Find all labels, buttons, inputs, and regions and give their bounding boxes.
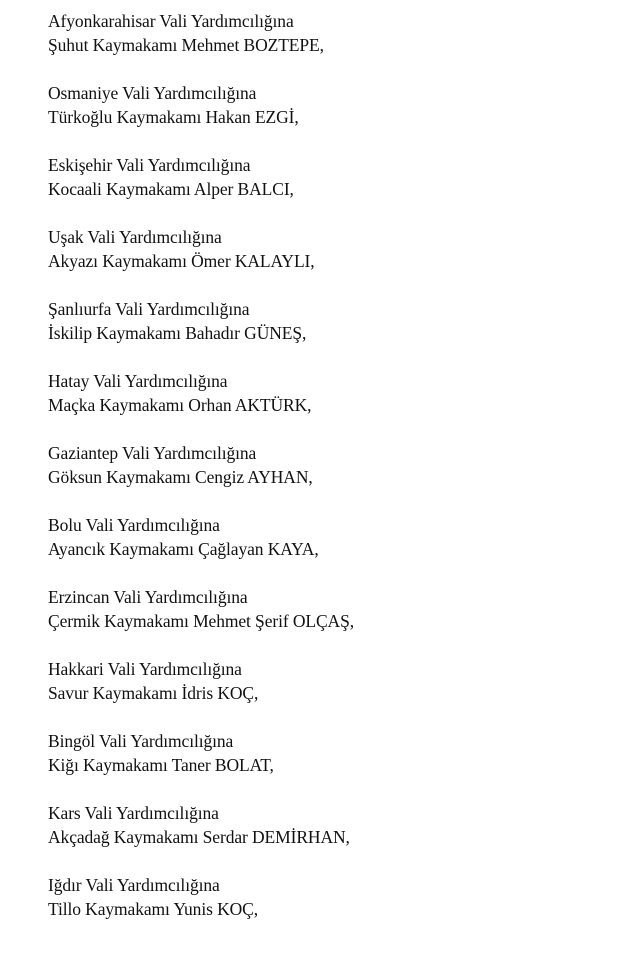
- appointment-entry: [48, 81, 628, 129]
- appointee-line: Kiğı Kaymakamı Taner BOLAT,: [48, 755, 274, 775]
- appointee-line: Savur Kaymakamı İdris KOÇ,: [48, 683, 259, 703]
- appointee-line: Akçadağ Kaymakamı Serdar DEMİRHAN,: [48, 827, 350, 847]
- appointment-entry: [48, 153, 628, 201]
- appointee-line: Maçka Kaymakamı Orhan AKTÜRK,: [48, 395, 312, 415]
- position-line: Uşak Vali Yardımcılığına: [48, 227, 222, 247]
- position-line: Gaziantep Vali Yardımcılığına: [48, 443, 257, 463]
- appointee-line: Göksun Kaymakamı Cengiz AYHAN,: [48, 467, 313, 487]
- appointment-entry: [48, 369, 628, 417]
- appointee-line: Akyazı Kaymakamı Ömer KALAYLI,: [48, 251, 315, 271]
- position-line: Iğdır Vali Yardımcılığına: [48, 875, 220, 895]
- appointment-entry: [48, 585, 628, 633]
- appointee-line: İskilip Kaymakamı Bahadır GÜNEŞ,: [48, 323, 307, 343]
- appointment-entry: [48, 801, 628, 849]
- appointment-entry: [48, 297, 628, 345]
- position-line: Bingöl Vali Yardımcılığına: [48, 731, 234, 751]
- position-line: Kars Vali Yardımcılığına: [48, 803, 219, 823]
- appointee-line: Şuhut Kaymakamı Mehmet BOZTEPE,: [48, 35, 324, 55]
- document-page: [48, 9, 628, 945]
- position-line: Eskişehir Vali Yardımcılığına: [48, 155, 251, 175]
- position-line: Şanlıurfa Vali Yardımcılığına: [48, 299, 250, 319]
- position-line: Hatay Vali Yardımcılığına: [48, 371, 228, 391]
- appointee-line: Ayancık Kaymakamı Çağlayan KAYA,: [48, 539, 319, 559]
- appointment-entry: [48, 441, 628, 489]
- appointee-line: Türkoğlu Kaymakamı Hakan EZGİ,: [48, 107, 299, 127]
- appointment-entry: [48, 729, 628, 777]
- position-line: Osmaniye Vali Yardımcılığına: [48, 83, 257, 103]
- position-line: Afyonkarahisar Vali Yardımcılığına: [48, 11, 294, 31]
- appointee-line: Çermik Kaymakamı Mehmet Şerif OLÇAŞ,: [48, 611, 354, 631]
- appointment-entry: [48, 873, 628, 921]
- appointment-entry: [48, 657, 628, 705]
- appointee-line: Kocaali Kaymakamı Alper BALCI,: [48, 179, 294, 199]
- appointment-entry: [48, 513, 628, 561]
- appointment-entry: [48, 225, 628, 273]
- position-line: Erzincan Vali Yardımcılığına: [48, 587, 248, 607]
- position-line: Hakkari Vali Yardımcılığına: [48, 659, 242, 679]
- appointment-entry: [48, 9, 628, 57]
- appointee-line: Tillo Kaymakamı Yunis KOÇ,: [48, 899, 259, 919]
- position-line: Bolu Vali Yardımcılığına: [48, 515, 220, 535]
